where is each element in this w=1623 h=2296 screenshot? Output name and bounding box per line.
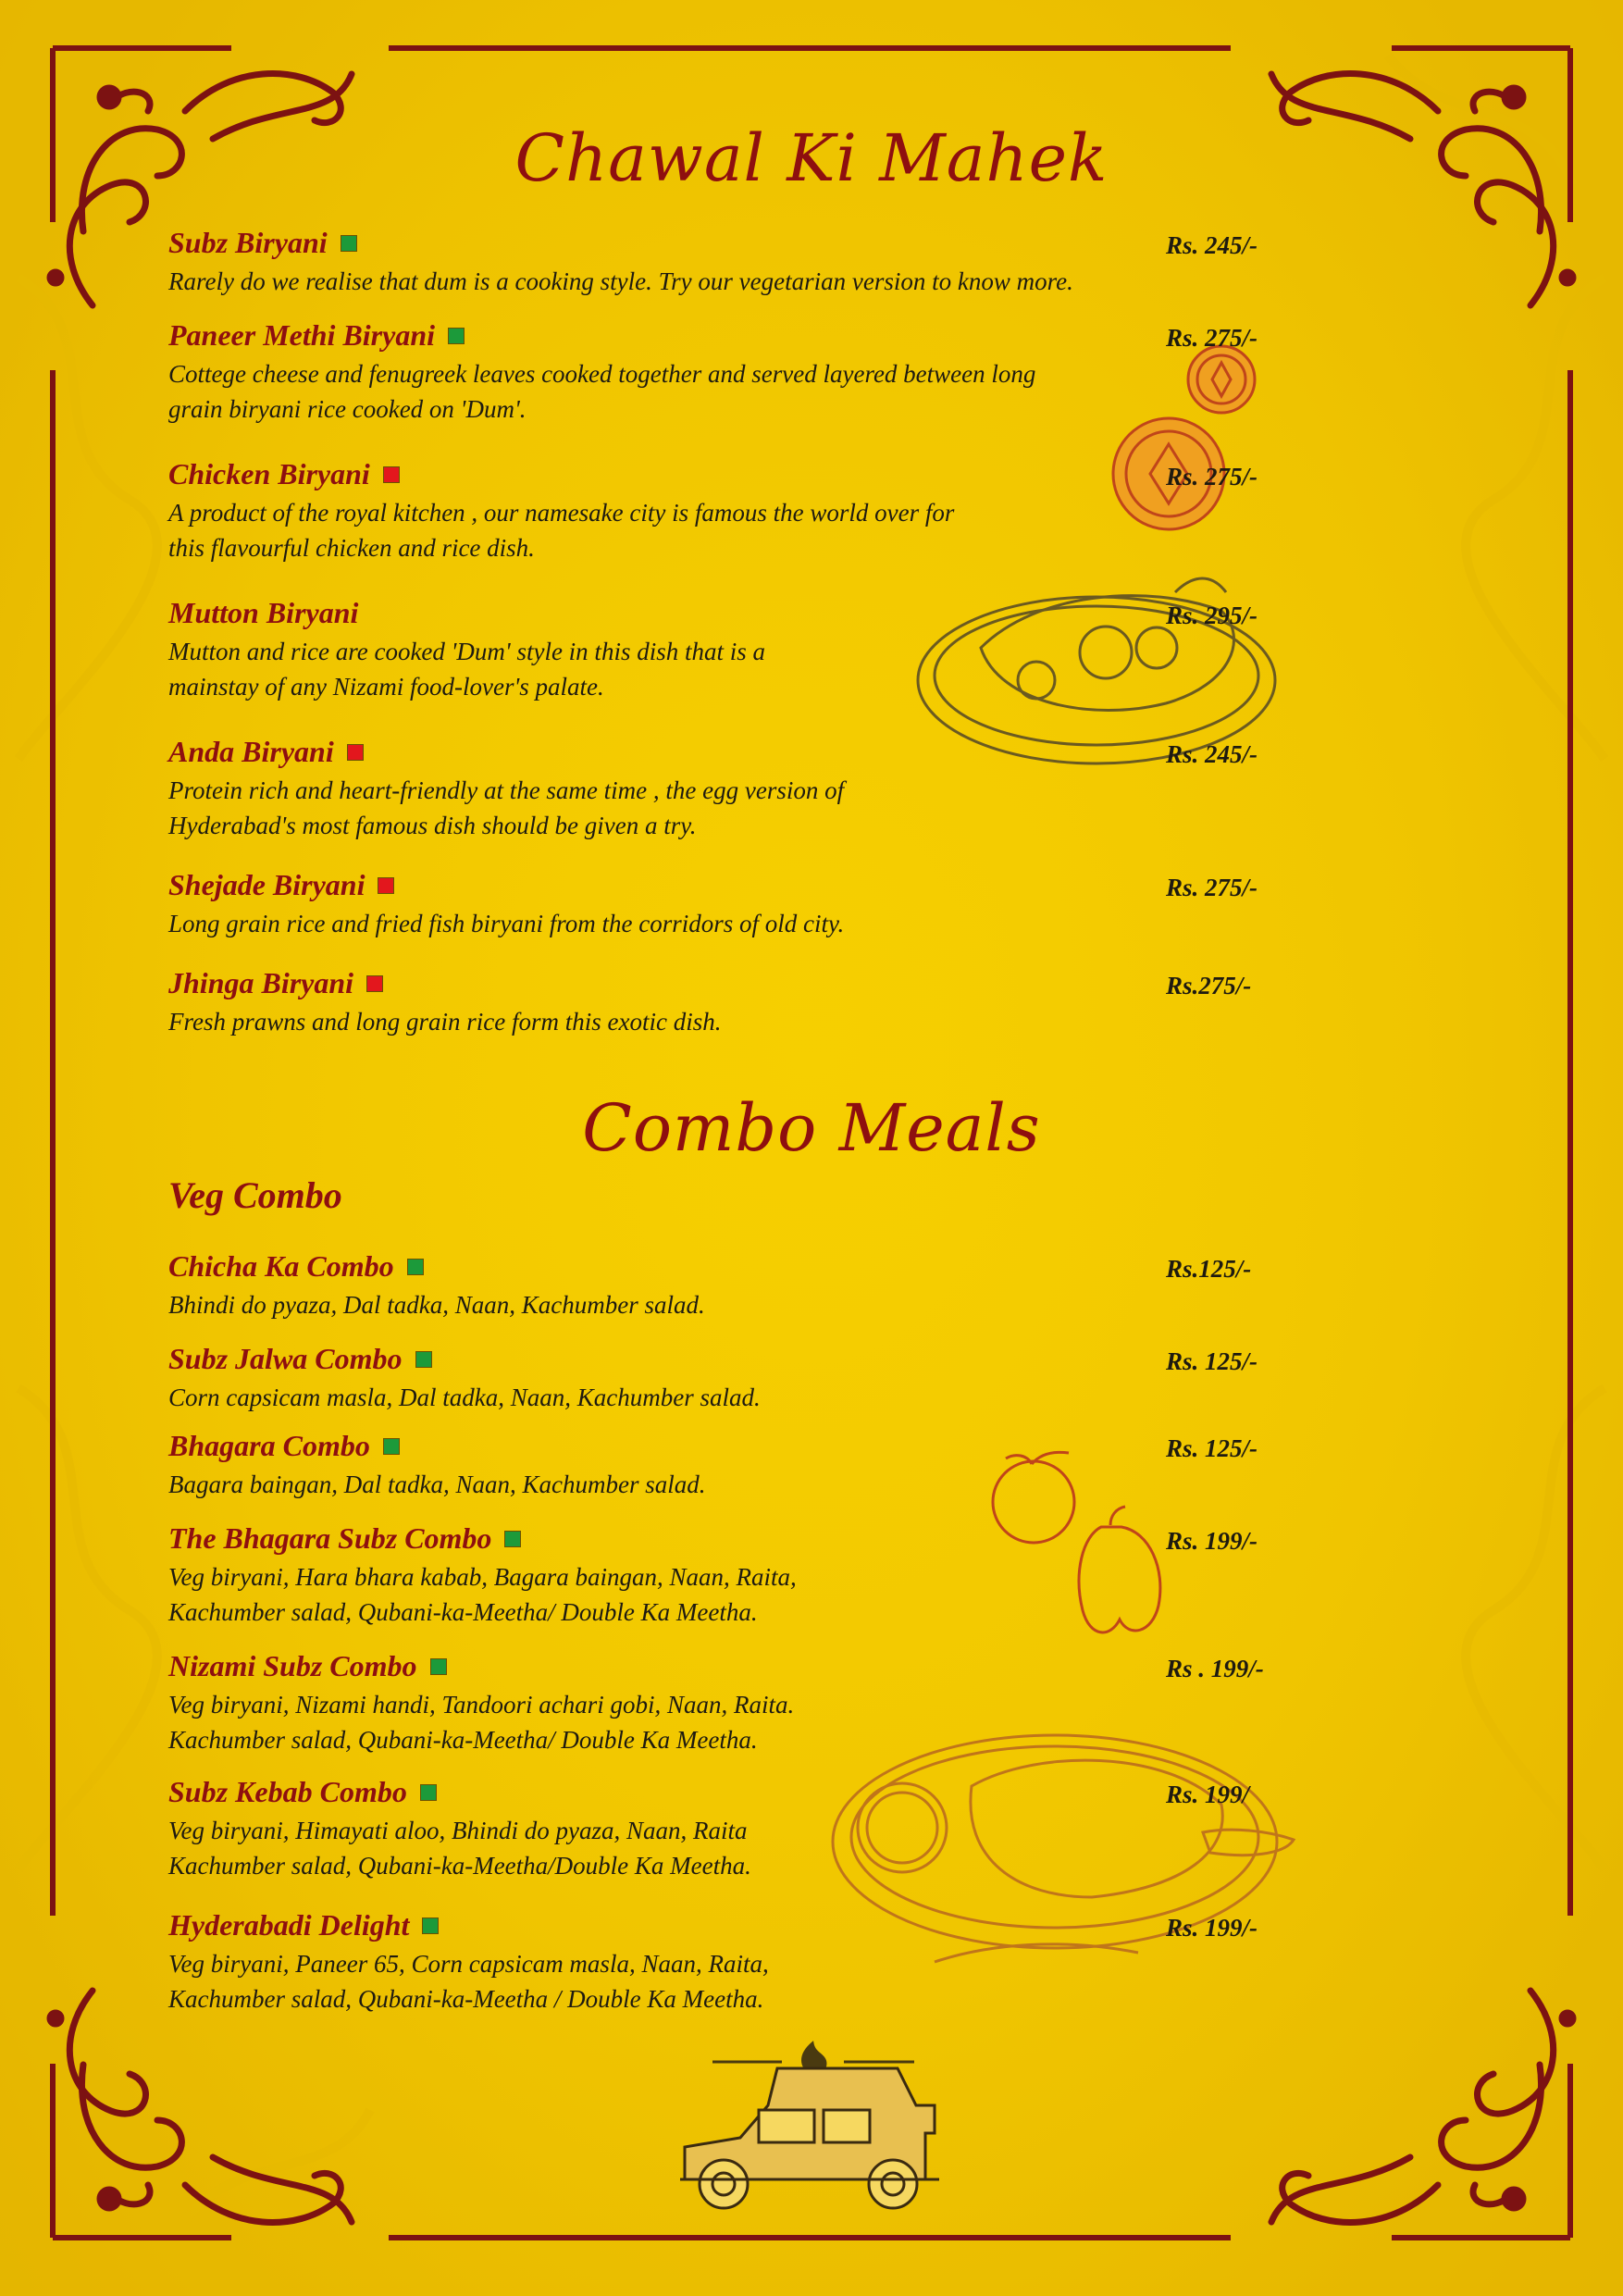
nonveg-square-icon	[347, 744, 364, 761]
veg-square-icon	[430, 1658, 447, 1675]
nonveg-square-icon	[383, 466, 400, 483]
description-line: mainstay of any Nizami food-lover's palate.	[168, 673, 604, 701]
item-price: Rs. 199/	[1166, 1781, 1250, 1808]
item-name: Jhinga Biryani	[168, 966, 354, 999]
item-description	[168, 1687, 1464, 1757]
veg-square-icon	[448, 328, 465, 344]
item-name: Chicken Biryani	[168, 457, 370, 490]
item-price: Rs. 199/-	[1166, 1914, 1258, 1942]
veg-square-icon	[422, 1917, 439, 1934]
item-price: Rs. 275/-	[1166, 874, 1258, 901]
item-description: Corn capsicam masla, Dal tadka, Naan, Kachumber salad.	[168, 1384, 761, 1411]
nonveg-square-icon	[378, 877, 394, 894]
section-heading-chawal-ki-mahek: Chawal Ki Mahek	[514, 120, 1109, 196]
veg-square-icon	[407, 1259, 424, 1275]
veg-square-icon	[504, 1531, 521, 1547]
item-name: Mutton Biryani	[168, 596, 359, 629]
item-price: Rs.125/-	[1166, 1255, 1252, 1283]
veg-square-icon	[420, 1784, 437, 1801]
item-price: Rs. 275/-	[1166, 463, 1258, 490]
item-price: Rs . 199/-	[1166, 1655, 1264, 1682]
item-description	[168, 1946, 1464, 2017]
description-line: Kachumber salad, Qubani-ka-Meetha/ Double Ka Meetha.	[168, 1726, 758, 1754]
description-line: Veg biryani, Nizami handi, Tandoori achari gobi, Naan, Raita.	[168, 1691, 795, 1719]
description-line: Kachumber salad, Qubani-ka-Meetha/Double Ka Meetha.	[168, 1852, 751, 1880]
description-line: Veg biryani, Hara bhara kabab, Bagara baingan, Naan, Raita,	[168, 1563, 797, 1591]
item-price: Rs. 125/-	[1166, 1434, 1258, 1462]
item-name: Subz Jalwa Combo	[168, 1342, 403, 1375]
description-line: Protein rich and heart-friendly at the same time , the egg version of	[168, 776, 845, 804]
veg-square-icon	[415, 1351, 432, 1368]
item-description	[168, 634, 1464, 704]
item-description: Long grain rice and fried fish biryani from the corridors of old city.	[168, 910, 845, 937]
item-description: Bhindi do pyaza, Dal tadka, Naan, Kachumber salad.	[168, 1291, 705, 1319]
item-description	[168, 1813, 1464, 1883]
item-price: Rs.275/-	[1166, 972, 1252, 999]
veg-square-icon	[383, 1438, 400, 1455]
description-line: Kachumber salad, Qubani-ka-Meetha/ Double Ka Meetha.	[168, 1598, 758, 1626]
sub-heading-veg-combo: Veg Combo	[168, 1174, 342, 1216]
item-name: Subz Biryani	[168, 226, 328, 259]
item-name: Nizami Subz Combo	[168, 1649, 417, 1682]
item-name: Bhagara Combo	[168, 1429, 370, 1462]
description-line: this flavourful chicken and rice dish.	[168, 534, 535, 562]
nonveg-square-icon	[366, 975, 383, 992]
item-description	[168, 1559, 1464, 1630]
item-name: Chicha Ka Combo	[168, 1249, 394, 1283]
item-name: Anda Biryani	[168, 735, 334, 768]
description-line: Mutton and rice are cooked 'Dum' style in this dish that is a	[168, 638, 765, 665]
description-line: Kachumber salad, Qubani-ka-Meetha / Double Ka Meetha.	[168, 1985, 764, 2013]
item-price: Rs. 125/-	[1166, 1347, 1258, 1375]
item-description: Fresh prawns and long grain rice form this exotic dish.	[168, 1008, 722, 1036]
item-name: The Bhagara Subz Combo	[168, 1521, 492, 1555]
item-price: Rs. 275/-	[1166, 324, 1258, 352]
item-name: Subz Kebab Combo	[168, 1775, 407, 1808]
description-line: Veg biryani, Paneer 65, Corn capsicam masla, Naan, Raita,	[168, 1950, 769, 1978]
item-description	[168, 773, 1464, 843]
veg-square-icon	[341, 235, 357, 252]
description-line: Veg biryani, Himayati aloo, Bhindi do pyaza, Naan, Raita	[168, 1817, 748, 1844]
item-price: Rs. 245/-	[1166, 740, 1258, 768]
item-description	[168, 495, 1464, 565]
item-price: Rs. 199/-	[1166, 1527, 1258, 1555]
item-name: Hyderabadi Delight	[168, 1908, 410, 1942]
item-price: Rs. 295/-	[1166, 602, 1258, 629]
section-heading-combo-meals: Combo Meals	[582, 1090, 1041, 1166]
item-description	[168, 356, 1464, 427]
description-line: grain biryani rice cooked on 'Dum'.	[168, 395, 527, 423]
item-description: Bagara baingan, Dal tadka, Naan, Kachumber salad.	[168, 1471, 706, 1498]
item-name: Paneer Methi Biryani	[168, 318, 436, 352]
description-line: A product of the royal kitchen , our namesake city is famous the world over for	[168, 499, 955, 527]
description-line: Hyderabad's most famous dish should be given a try.	[168, 812, 697, 839]
description-line: Cottege cheese and fenugreek leaves cooked together and served layered between long	[168, 360, 1036, 388]
item-price: Rs. 245/-	[1166, 231, 1258, 259]
item-name: Shejade Biryani	[168, 868, 365, 901]
item-description: Rarely do we realise that dum is a cooking style. Try our vegetarian version to know more.	[168, 267, 1073, 295]
